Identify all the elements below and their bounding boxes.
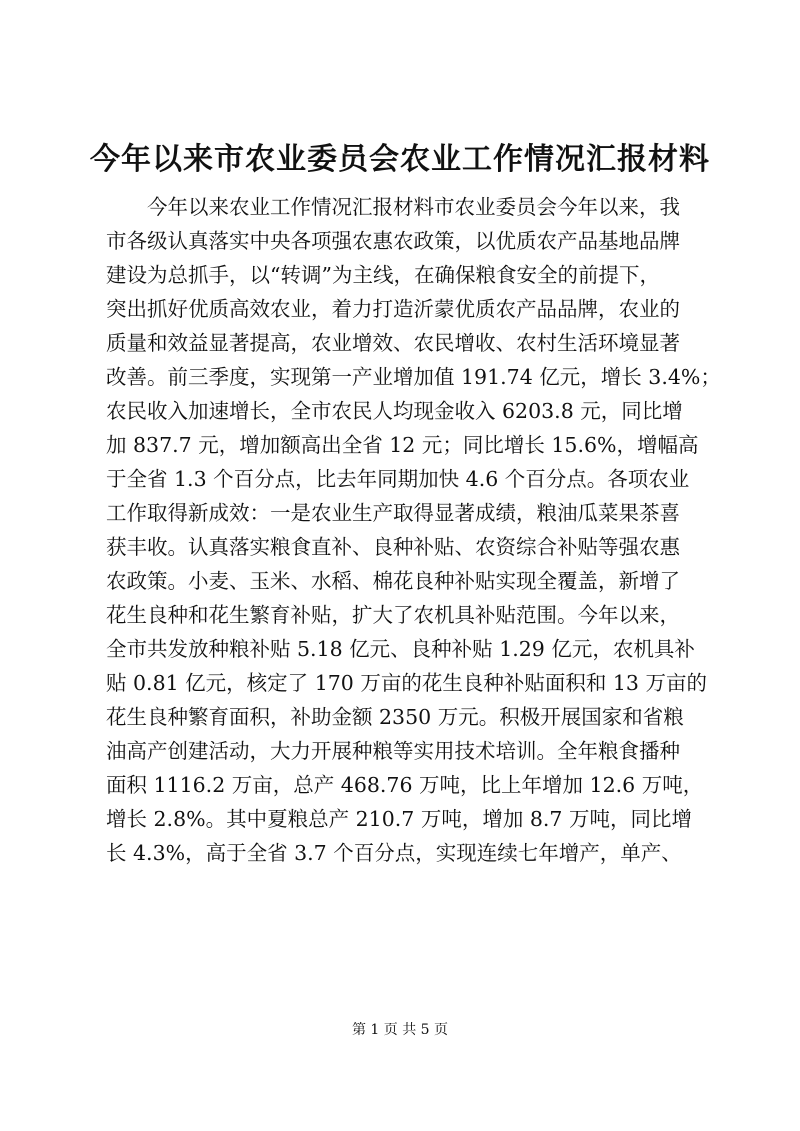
- body-line: 农政策。小麦、玉米、水稻、棉花良种补贴实现全覆盖，新增了: [106, 569, 680, 593]
- body-line: 工作取得新成效：一是农业生产取得显著成绩，粮油瓜菜果茶喜: [106, 501, 680, 525]
- body-line: 贴 0.81 亿元，核定了 170 万亩的花生良种补贴面积和 13 万亩的: [106, 671, 707, 695]
- body-line: 加 837.7 元，增加额高出全省 12 元；同比增长 15.6%，增幅高: [106, 433, 699, 457]
- document-body: [106, 190, 726, 870]
- page-number-footer: 第 1 页 共 5 页: [351, 1022, 449, 1038]
- body-line: 长 4.3%，高于全省 3.7 个百分点，实现连续七年增产，单产、: [106, 841, 682, 865]
- body-line: 于全省 1.3 个百分点，比去年同期加快 4.6 个百分点。各项农业: [106, 467, 690, 491]
- body-line: 全市共发放种粮补贴 5.18 亿元、良种补贴 1.29 亿元，农机具补: [106, 637, 695, 661]
- body-line: 油高产创建活动，大力开展种粮等实用技术培训。全年粮食播种: [106, 739, 680, 763]
- body-line: 农民收入加速增长，全市农民人均现金收入 6203.8 元，同比增: [106, 399, 683, 423]
- body-line: 面积 1116.2 万亩，总产 468.76 万吨，比上年增加 12.6 万吨，: [106, 773, 704, 797]
- document-title: 今年以来市农业委员会农业工作情况汇报材料: [90, 142, 710, 177]
- body-line: 花生良种和花生繁育补贴，扩大了农机具补贴范围。今年以来，: [106, 603, 680, 627]
- body-line: 市各级认真落实中央各项强农惠农政策，以优质农产品基地品牌: [106, 229, 680, 253]
- body-line: 建设为总抓手，以“转调”为主线，在确保粮食安全的前提下，: [106, 263, 660, 287]
- body-line: 花生良种繁育面积，补助金额 2350 万元。积极开展国家和省粮: [106, 705, 684, 729]
- body-line: 改善。前三季度，实现第一产业增加值 191.74 亿元，增长 3.4%；: [106, 365, 721, 389]
- body-line: 获丰收。认真落实粮食直补、良种补贴、农资综合补贴等强农惠: [106, 535, 680, 559]
- body-line: 今年以来农业工作情况汇报材料市农业委员会今年以来，我: [106, 195, 680, 219]
- body-line: 突出抓好优质高效农业，着力打造沂蒙优质农产品品牌，农业的: [106, 297, 680, 321]
- body-line: 质量和效益显著提高，农业增效、农民增收、农村生活环境显著: [106, 331, 680, 355]
- body-line: 增长 2.8%。其中夏粮总产 210.7 万吨，增加 8.7 万吨，同比增: [106, 807, 692, 831]
